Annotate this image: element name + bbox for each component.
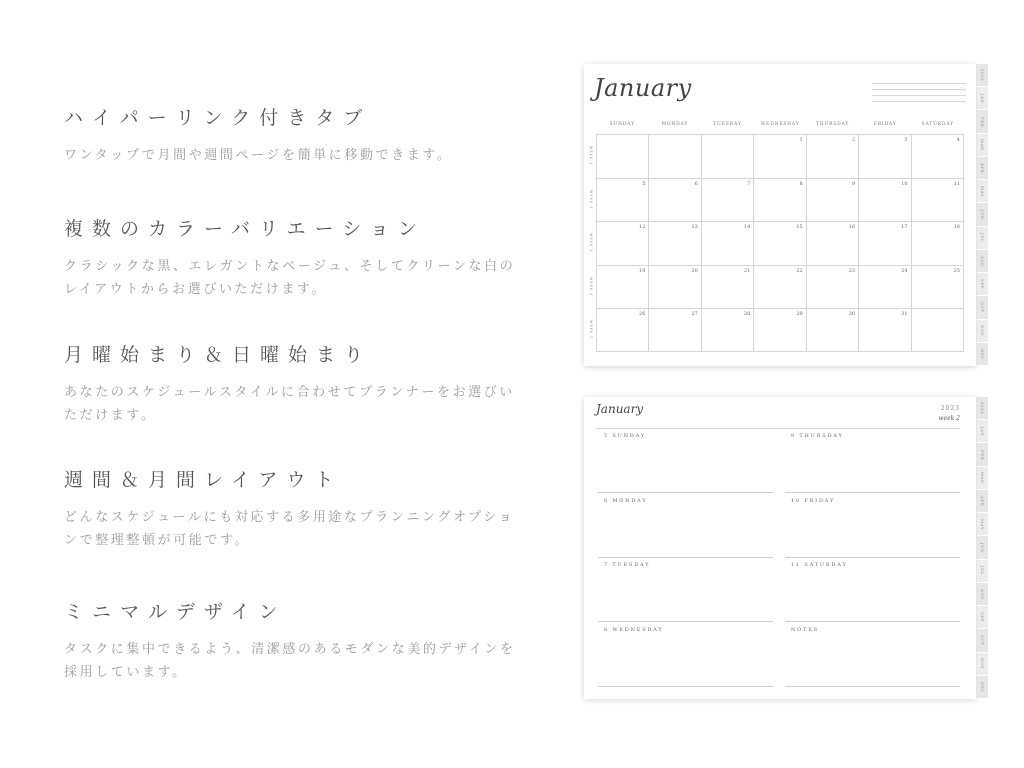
day-number: 31 — [901, 311, 908, 318]
day-number: 17 — [901, 224, 908, 231]
day-number: 21 — [743, 267, 751, 274]
tab-mar[interactable]: MAR — [977, 134, 988, 157]
day-cell[interactable] — [911, 308, 964, 352]
feature-color-variations — [64, 214, 524, 301]
week-number: week 2 — [938, 415, 960, 422]
weekly-planner-preview — [584, 397, 985, 699]
day-cell[interactable] — [753, 308, 805, 352]
day-cell[interactable] — [753, 178, 805, 222]
tab-jul[interactable]: JUL — [977, 560, 988, 583]
day-cell[interactable] — [648, 265, 700, 309]
day-cell[interactable] — [596, 134, 648, 178]
day-number: 25 — [953, 267, 960, 274]
tab-aug[interactable]: AUG — [977, 250, 988, 273]
day-label: 5 SUNDAY — [604, 433, 646, 439]
day-number: 30 — [848, 311, 856, 318]
day-number: 18 — [953, 224, 960, 231]
tab-jan[interactable]: JAN — [977, 420, 988, 443]
day-cell[interactable] — [806, 221, 858, 265]
day-cell[interactable] — [911, 221, 964, 265]
day-number: 23 — [848, 267, 856, 274]
week-right-column — [785, 428, 960, 688]
month-title: January — [594, 74, 692, 102]
feature-description: クラシックな黒、エレガントなベージュ、そしてクリーンな白のレイアウトからお選びいただけます。 — [64, 259, 516, 297]
day-cell[interactable] — [648, 134, 700, 178]
tab-jun[interactable]: JUN — [977, 536, 988, 559]
week-row — [589, 178, 964, 222]
day-number: 5 — [642, 180, 646, 187]
week-row — [589, 308, 964, 352]
day-number: 10 — [901, 180, 908, 187]
feature-description: ワンタップで月間や週間ページを簡単に移動できます。 — [64, 148, 453, 163]
week-row — [589, 134, 964, 178]
weekday-label: SUNDAY — [609, 122, 635, 127]
tab-dec[interactable]: DEC — [977, 676, 988, 699]
day-cell[interactable] — [806, 178, 858, 222]
tab-aug[interactable]: AUG — [977, 583, 988, 606]
day-cell[interactable] — [596, 221, 648, 265]
day-cell[interactable] — [701, 178, 753, 222]
day-block[interactable] — [785, 428, 960, 493]
tab-oct[interactable]: OCT — [977, 296, 988, 319]
tab-may[interactable]: MAY — [977, 513, 988, 536]
day-number: 4 — [956, 137, 960, 143]
day-cell[interactable] — [858, 221, 910, 265]
day-number: 12 — [639, 224, 646, 231]
feature-description: タスクに集中できるよう、清潔感のあるモダンな美的デザインを採用しています。 — [64, 642, 516, 680]
tab-jun[interactable]: JUN — [977, 203, 988, 226]
tab-may[interactable]: MAY — [977, 180, 988, 203]
day-cell[interactable] — [596, 265, 648, 309]
writing-line — [785, 686, 960, 687]
week-page-title: January — [596, 402, 644, 416]
tab-sep[interactable]: SEP — [977, 606, 988, 629]
day-cell[interactable] — [858, 178, 910, 222]
feature-week-start — [64, 340, 524, 427]
day-number: 9 — [851, 180, 856, 187]
feature-hyperlink-tabs — [64, 103, 524, 167]
year-label: 2023 — [940, 405, 960, 412]
day-block[interactable] — [598, 622, 773, 687]
tab-jul[interactable]: JUL — [977, 227, 988, 250]
day-cell[interactable] — [596, 308, 648, 352]
day-number: 15 — [796, 224, 803, 231]
weekday-label: WEDNESDAY — [760, 122, 800, 127]
tab-apr[interactable]: APR — [977, 490, 988, 513]
day-label: 7 TUESDAY — [604, 562, 651, 568]
feature-title: 週間＆月間レイアウト — [64, 469, 343, 491]
weekday-label: SATURDAY — [921, 122, 954, 127]
week-label: WEEK 2 — [589, 189, 593, 210]
tab-nov[interactable]: NOV — [977, 653, 988, 676]
month-grid — [589, 134, 964, 352]
day-cell[interactable] — [596, 178, 648, 222]
day-block[interactable] — [785, 493, 960, 558]
day-label: 8 WEDNESDAY — [604, 626, 664, 633]
tab-feb[interactable]: FEB — [977, 443, 988, 466]
week-row — [589, 265, 964, 309]
day-label: NOTES — [791, 626, 819, 633]
day-number: 28 — [743, 311, 751, 318]
day-number: 26 — [639, 311, 646, 318]
weekday-label: FRIDAY — [873, 122, 897, 127]
month-notes-lines — [872, 78, 966, 102]
day-cell[interactable] — [701, 265, 753, 309]
day-number: 13 — [691, 224, 698, 231]
day-cell[interactable] — [701, 308, 753, 352]
writing-line — [598, 686, 773, 687]
day-cell[interactable] — [858, 265, 910, 309]
weekday-label: TUESDAY — [713, 122, 742, 127]
day-number: 22 — [796, 267, 803, 274]
day-number: 29 — [796, 311, 803, 318]
feature-title: ミニマルデザイン — [64, 601, 287, 623]
day-cell[interactable] — [911, 134, 964, 178]
feature-layouts — [64, 465, 524, 552]
feature-title: ハイパーリンク付きタブ — [64, 107, 372, 129]
week-label: WEEK 1 — [589, 146, 593, 166]
tab-2023[interactable]: 2023 — [977, 64, 988, 87]
feature-description: あなたのスケジュールスタイルに合わせてプランナーをお選びいただけます。 — [64, 385, 515, 423]
week-left-column — [598, 428, 773, 688]
week-label: WEEK 5 — [589, 320, 593, 340]
day-block[interactable] — [785, 622, 960, 687]
day-number: 6 — [694, 180, 698, 187]
tab-nov[interactable]: NOV — [977, 320, 988, 343]
week-row — [589, 221, 964, 265]
feature-title: 月曜始まり＆日曜始まり — [64, 344, 373, 366]
month-index-tabs — [976, 64, 988, 366]
weekday-header — [596, 122, 964, 132]
weekday-label: THURSDAY — [815, 122, 850, 127]
tab-feb[interactable]: FEB — [977, 110, 988, 133]
day-block[interactable] — [598, 428, 773, 493]
feature-title: 複数のカラーバリエーション — [64, 218, 426, 240]
day-number: 8 — [799, 180, 803, 187]
tab-2023[interactable]: 2023 — [977, 397, 988, 420]
day-number: 27 — [691, 311, 698, 318]
feature-description: どんなスケジュールにも対応する多用途なプランニングオプションで整理整頓が可能です。 — [64, 510, 515, 548]
day-cell[interactable] — [648, 178, 700, 222]
day-number: 24 — [901, 267, 908, 274]
tab-dec[interactable]: DEC — [977, 343, 988, 366]
day-block[interactable] — [785, 557, 960, 622]
day-label: 11 SATURDAY — [791, 562, 848, 568]
day-cell[interactable] — [806, 308, 858, 352]
day-number: 1 — [799, 137, 803, 143]
tab-jan[interactable]: JAN — [977, 87, 988, 110]
day-cell[interactable] — [806, 265, 858, 309]
tab-apr[interactable]: APR — [977, 157, 988, 180]
tab-sep[interactable]: SEP — [977, 273, 988, 296]
tab-oct[interactable]: OCT — [977, 629, 988, 652]
day-cell[interactable] — [753, 265, 805, 309]
day-cell[interactable] — [753, 134, 805, 178]
day-number: 14 — [743, 224, 751, 231]
day-cell[interactable] — [858, 134, 910, 178]
week-label: WEEK 4 — [589, 276, 593, 297]
day-number: 3 — [904, 137, 908, 143]
day-cell[interactable] — [753, 221, 805, 265]
day-number: 7 — [747, 180, 751, 187]
day-cell[interactable] — [701, 221, 753, 265]
day-label: 6 MONDAY — [604, 497, 648, 504]
day-cell[interactable] — [911, 265, 964, 309]
day-number: 20 — [691, 267, 698, 274]
day-number: 19 — [639, 267, 646, 274]
day-cell[interactable] — [911, 178, 964, 222]
week-index-tabs — [976, 397, 988, 699]
day-cell[interactable] — [701, 134, 753, 178]
day-cell[interactable] — [806, 134, 858, 178]
weekday-label: MONDAY — [661, 122, 689, 127]
tab-mar[interactable]: MAR — [977, 467, 988, 490]
week-label: WEEK 3 — [589, 233, 593, 253]
day-label: 10 FRIDAY — [791, 497, 836, 504]
monthly-planner-preview — [584, 64, 985, 366]
notes-line — [872, 96, 966, 102]
day-number: 16 — [848, 224, 856, 231]
day-cell[interactable] — [648, 221, 700, 265]
day-number: 11 — [953, 180, 960, 187]
day-label: 9 THURSDAY — [791, 433, 844, 439]
feature-minimal-design — [64, 597, 524, 684]
day-block[interactable] — [598, 493, 773, 558]
day-cell[interactable] — [858, 308, 910, 352]
day-block[interactable] — [598, 557, 773, 622]
day-number: 2 — [851, 137, 856, 143]
day-cell[interactable] — [648, 308, 700, 352]
